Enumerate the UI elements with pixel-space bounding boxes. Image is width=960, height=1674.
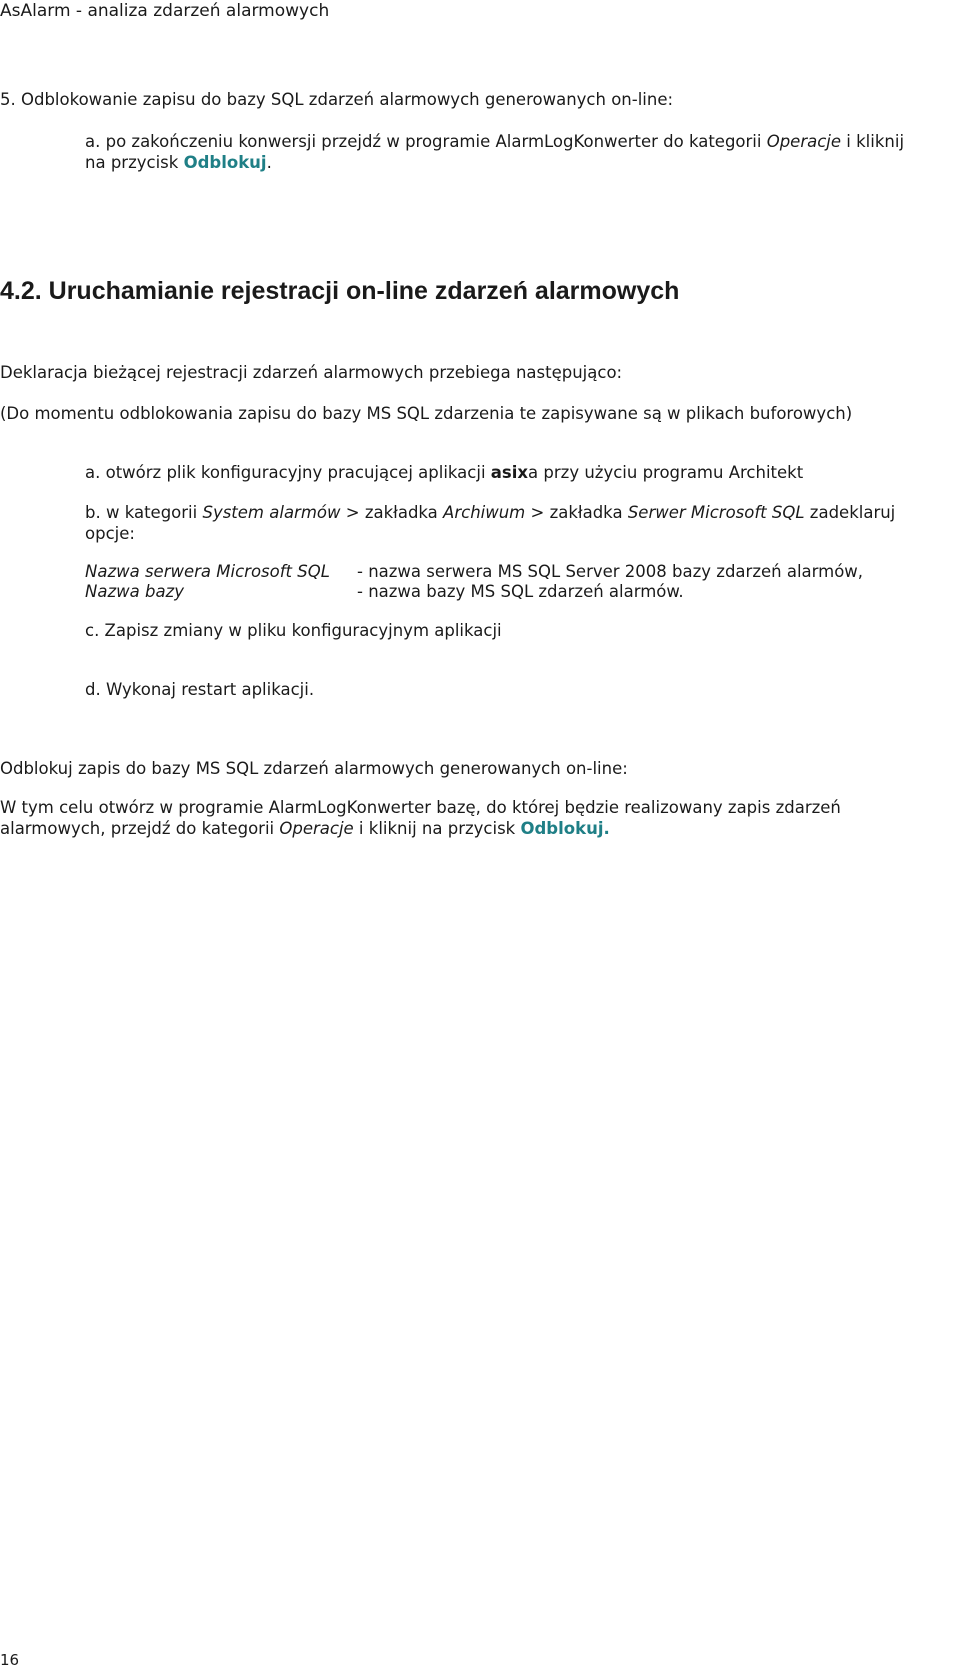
step-b-line1 bbox=[85, 502, 895, 524]
unlock-line1: W tym celu otwórz w programie AlarmLogKonwerter bazę, do której będzie realizowany zapis zdarzeń bbox=[0, 798, 841, 817]
step-c: c. Zapisz zmiany w pliku konfiguracyjnym aplikacji bbox=[85, 621, 502, 640]
step-b-text-post: zadeklaruj bbox=[804, 503, 896, 522]
option-row bbox=[85, 581, 885, 603]
step-b-tab-sql-server: Serwer Microsoft SQL bbox=[627, 503, 805, 522]
item-a-text-post: i kliknij bbox=[841, 132, 905, 151]
option-desc: - nazwa bazy MS SQL zdarzeń alarmów. bbox=[357, 582, 684, 601]
item-a-line2-text: na przycisk bbox=[85, 153, 184, 172]
option-desc: - nazwa serwera MS SQL Server 2008 bazy zdarzeń alarmów, bbox=[357, 562, 864, 581]
odblokuj-button-ref: Odblokuj. bbox=[520, 819, 610, 838]
step-a bbox=[85, 462, 803, 484]
step-b-tab-archiwum: Archiwum bbox=[443, 503, 526, 522]
step-a-text-post: a przy użyciu programu Architekt bbox=[528, 463, 804, 482]
item-a-line2-dot: . bbox=[266, 153, 272, 172]
section-5-title: 5. Odblokowanie zapisu do bazy SQL zdarzeń alarmowych generowanych on-line: bbox=[0, 90, 674, 109]
section-5-item-a-line1 bbox=[85, 131, 904, 153]
unlock-line2-mid: i kliknij na przycisk bbox=[353, 819, 521, 838]
option-row bbox=[85, 561, 885, 583]
step-b-text: b. w kategorii bbox=[85, 503, 203, 522]
unlock-category: Operacje bbox=[279, 819, 354, 838]
section-4-2-note: (Do momentu odblokowania zapisu do bazy MS SQL zdarzenia te zapisywane są w plikach buforowych) bbox=[0, 404, 853, 423]
odblokuj-button-ref: Odblokuj bbox=[183, 153, 267, 172]
unlock-title: Odblokuj zapis do bazy MS SQL zdarzeń alarmowych generowanych on-line: bbox=[0, 759, 628, 778]
step-b-sep2: > zakładka bbox=[525, 503, 628, 522]
running-header: AsAlarm - analiza zdarzeń alarmowych bbox=[0, 1, 330, 21]
step-b-line2: opcje: bbox=[85, 524, 135, 543]
unlock-line2-text: alarmowych, przejdź do kategorii bbox=[0, 819, 280, 838]
step-d: d. Wykonaj restart aplikacji. bbox=[85, 680, 315, 699]
step-b-category-system: System alarmów bbox=[202, 503, 341, 522]
option-name: Nazwa serwera Microsoft SQL bbox=[85, 562, 330, 581]
unlock-line2 bbox=[0, 818, 610, 840]
item-a-text: a. po zakończeniu konwersji przejdź w programie AlarmLogKonwerter do kategorii bbox=[85, 132, 767, 151]
item-a-category: Operacje bbox=[766, 132, 842, 151]
section-4-2-intro: Deklaracja bieżącej rejestracji zdarzeń alarmowych przebiega następująco: bbox=[0, 363, 623, 382]
option-name: Nazwa bazy bbox=[85, 582, 184, 601]
step-a-app: asix bbox=[490, 463, 529, 482]
page-number: 16 bbox=[0, 1651, 20, 1669]
step-a-text: a. otwórz plik konfiguracyjny pracującej aplikacji bbox=[85, 463, 491, 482]
section-5-item-a-line2 bbox=[85, 152, 272, 174]
step-b-sep1: > zakładka bbox=[340, 503, 444, 522]
section-4-2-heading: 4.2. Uruchamianie rejestracji on-line zdarzeń alarmowych bbox=[0, 277, 680, 305]
